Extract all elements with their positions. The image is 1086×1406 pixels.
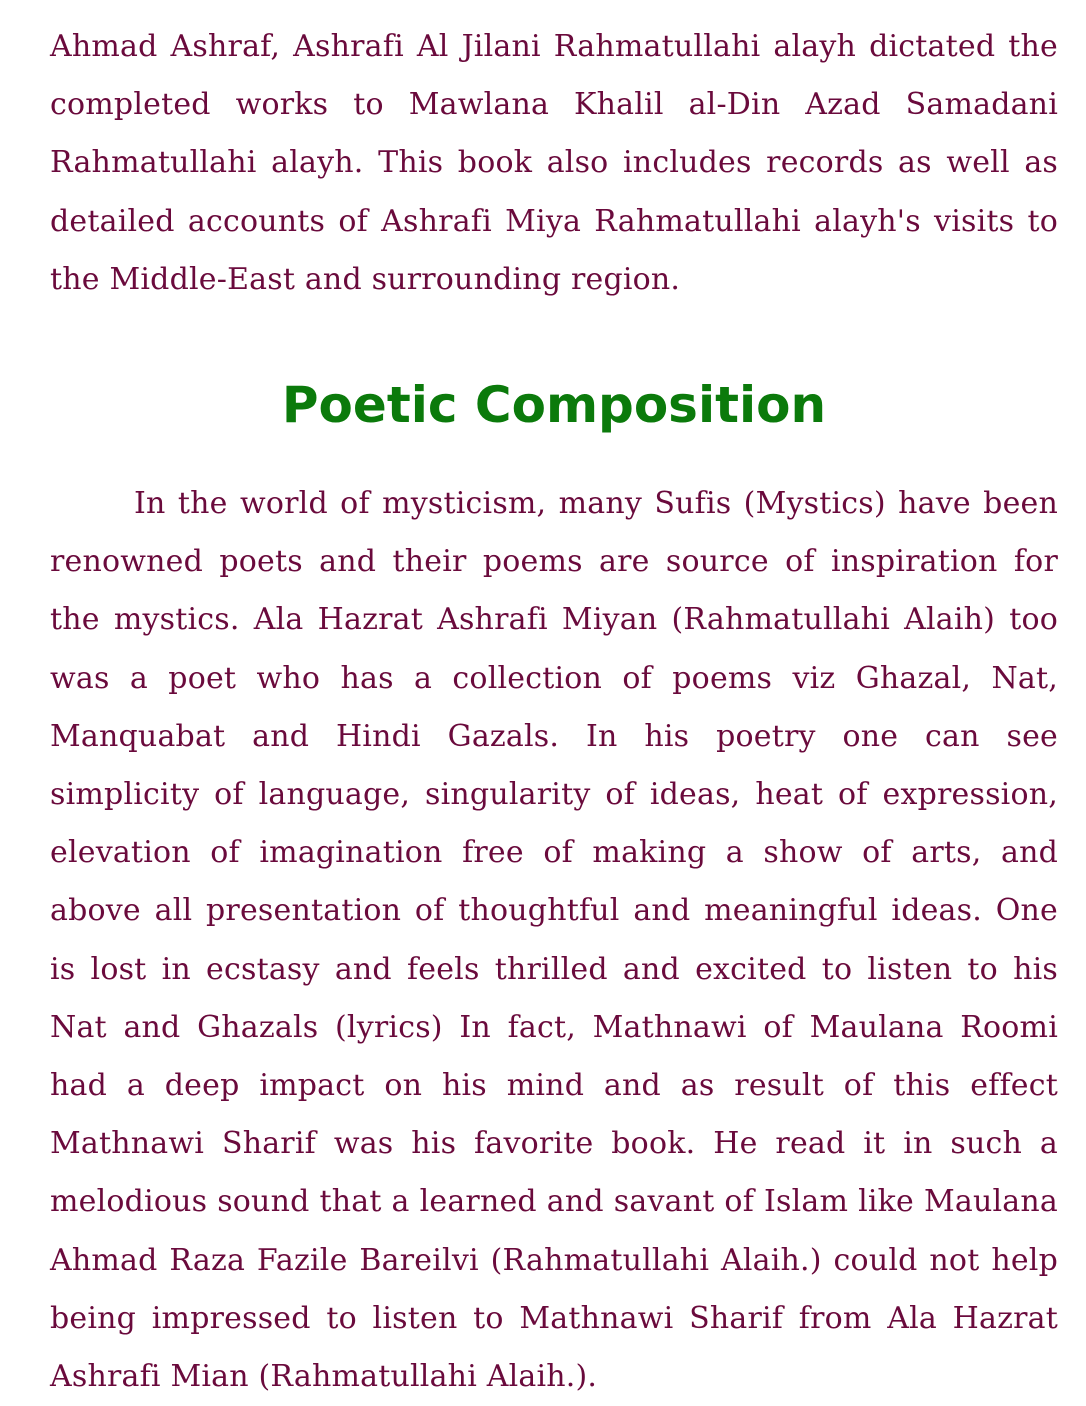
- section-body-paragraph: In the world of mysticism, many Sufis (Mystics) have been renowned poets and their poems are source of inspiration for the mystics. Ala Hazrat Ashrafi Miyan (Rahmatullahi Alaih) too was a poet who has a collection of poems viz Ghazal, Nat, Manquabat and Hindi Gazals. In his poetry one can see simplicity of language, singularity of ideas, heat of expression, elevation of imagination free of making a show of arts, and above all presentation of thoughtful and meaningful ideas. One is lost in ecstasy and feels thrilled and excited to listen to his Nat and Ghazals (lyrics) In fact, Mathnawi of Maulana Roomi had a deep impact on his mind and as result of this effect Mathnawi Sharif was his favorite book. He read it in such a melodious sound that a learned and savant of Islam like Maulana Ahmad Raza Fazile Bareilvi (Rahmatullahi Alaih.) could not help being impressed to listen to Mathnawi Sharif from Ala Hazrat Ashrafi Mian (Rahmatullahi Alaih.).: [50, 486, 1058, 1395]
- document-page: [50, 18, 1058, 1406]
- intro-paragraph: Ahmad Ashraf, Ashrafi Al Jilani Rahmatullahi alayh dictated the completed works to Mawlana Khalil al-Din Azad Samadani Rahmatullahi alayh. This book also includes records as well as detailed accounts of Ashrafi Miya Rahmatullahi alayh's visits to the Middle-East and surrounding region.: [50, 29, 1058, 297]
- section-heading: Poetic Composition: [281, 376, 827, 435]
